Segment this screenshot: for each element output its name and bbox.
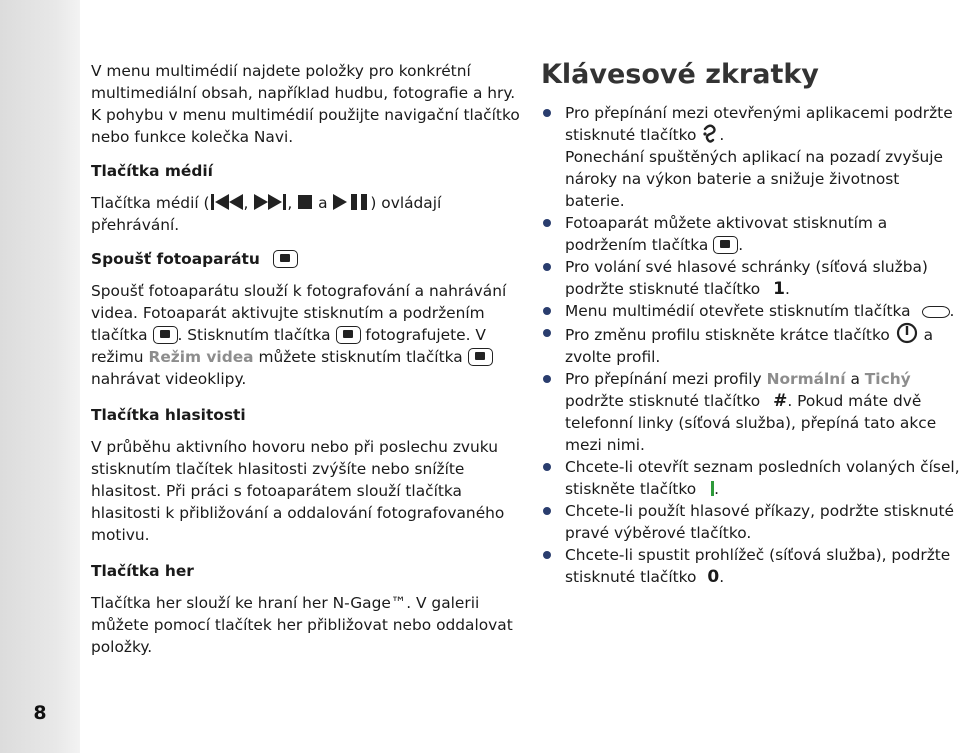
camera-key-icon <box>713 236 738 254</box>
profile-silent-label: Tichý <box>864 370 911 388</box>
list-item: Chcete-li použít hlasové příkazy, podržte stisknuté pravé výběrové tlačítko. <box>541 500 960 544</box>
battery-note: Ponechání spuštěných aplikací na pozadí zvyšuje nároky na výkon baterie a snižuje životnost baterie. <box>565 148 943 210</box>
camera-key-icon <box>468 348 493 366</box>
page-margin-strip <box>0 0 80 753</box>
rewind-icon <box>210 192 244 212</box>
media-keys-paragraph: Tlačítka médií ( , , a ) ovládají přehrávání. <box>91 194 442 234</box>
volume-keys-paragraph: V průběhu aktivního hovoru nebo při poslechu zvuku stisknutím tlačítek hlasitosti zvýšíte nebo snížíte hlasitost. Při práci s fotoaparátem slouží tlačítka hlasitosti k přibližování a oddalování fotografovaného motivu. <box>91 438 505 544</box>
stop-icon <box>297 192 313 212</box>
shutter-heading: Spoušť fotoaparátu <box>91 248 521 270</box>
key-1-icon: 1 <box>773 279 785 299</box>
right-column <box>541 58 960 588</box>
list-item: Chcete-li spustit prohlížeč (síťová služba), podržte stisknuté tlačítko 0. <box>541 544 960 588</box>
camera-key-icon <box>336 326 361 344</box>
page-number: 8 <box>33 702 47 724</box>
key-0-icon: 0 <box>707 567 720 587</box>
volume-keys-heading: Tlačítka hlasitosti <box>91 406 246 424</box>
list-item: Pro volání své hlasové schránky (síťová služba) podržte stisknuté tlačítko 1. <box>541 256 960 300</box>
list-item: Fotoaparát můžete aktivovat stisknutím a podržením tlačítka . <box>541 212 960 256</box>
media-keys-heading: Tlačítka médií <box>91 162 213 180</box>
shutter-paragraph: Spoušť fotoaparátu slouží k fotografování a nahrávání videa. Fotoaparát aktivujte stisknutím a podržením tlačítka . Stisknutím tlačítka fotografujete. V režimu Režim videa můžete stisknutím tlačítka nahrávat videoklipy. <box>91 282 507 388</box>
profile-normal-label: Normální <box>766 370 846 388</box>
power-key-icon <box>895 322 919 344</box>
hash-key-icon: # <box>773 391 788 411</box>
list-item: Pro změnu profilu stiskněte krátce tlačítko a zvolte profil. <box>541 322 960 368</box>
shortcuts-list <box>541 102 960 588</box>
left-column <box>91 60 521 658</box>
video-mode-label: Režim videa <box>148 348 254 366</box>
list-item: Menu multimédií otevřete stisknutím tlačítka . <box>541 300 960 322</box>
multimedia-key-icon <box>922 306 950 318</box>
menu-key-swirl-icon <box>701 124 719 144</box>
camera-key-icon <box>273 250 298 268</box>
intro-paragraph: V menu multimédií najdete položky pro konkrétní multimediální obsah, například hudbu, fotografie a hry. K pohybu v menu multimédií použijte navigační tlačítko nebo funkce kolečka Navi. <box>91 62 520 146</box>
list-item: Pro přepínání mezi otevřenými aplikacemi podržte stisknuté tlačítko . Ponechání spuštěných aplikací na pozadí zvyšuje nároky na výkon baterie a snižuje životnost baterie. <box>541 102 960 212</box>
play-pause-icon <box>332 192 370 212</box>
list-item: Chcete-li otevřít seznam posledních volaných čísel, stiskněte tlačítko . <box>541 456 960 500</box>
shortcuts-title: Klávesové zkratky <box>541 59 819 90</box>
game-keys-heading: Tlačítka her <box>91 562 194 580</box>
game-keys-paragraph: Tlačítka her slouží ke hraní her N-Gage™. V galerii můžete pomocí tlačítek her přibližovat nebo oddalovat položky. <box>91 594 513 656</box>
camera-key-icon <box>153 326 178 344</box>
list-item: Pro přepínání mezi profily Normální a Tichý podržte stisknuté tlačítko #. Pokud máte dvě telefonní linky (síťová služba), přepíná tato akce mezi nimi. <box>541 368 960 456</box>
fast-forward-icon <box>253 192 287 212</box>
